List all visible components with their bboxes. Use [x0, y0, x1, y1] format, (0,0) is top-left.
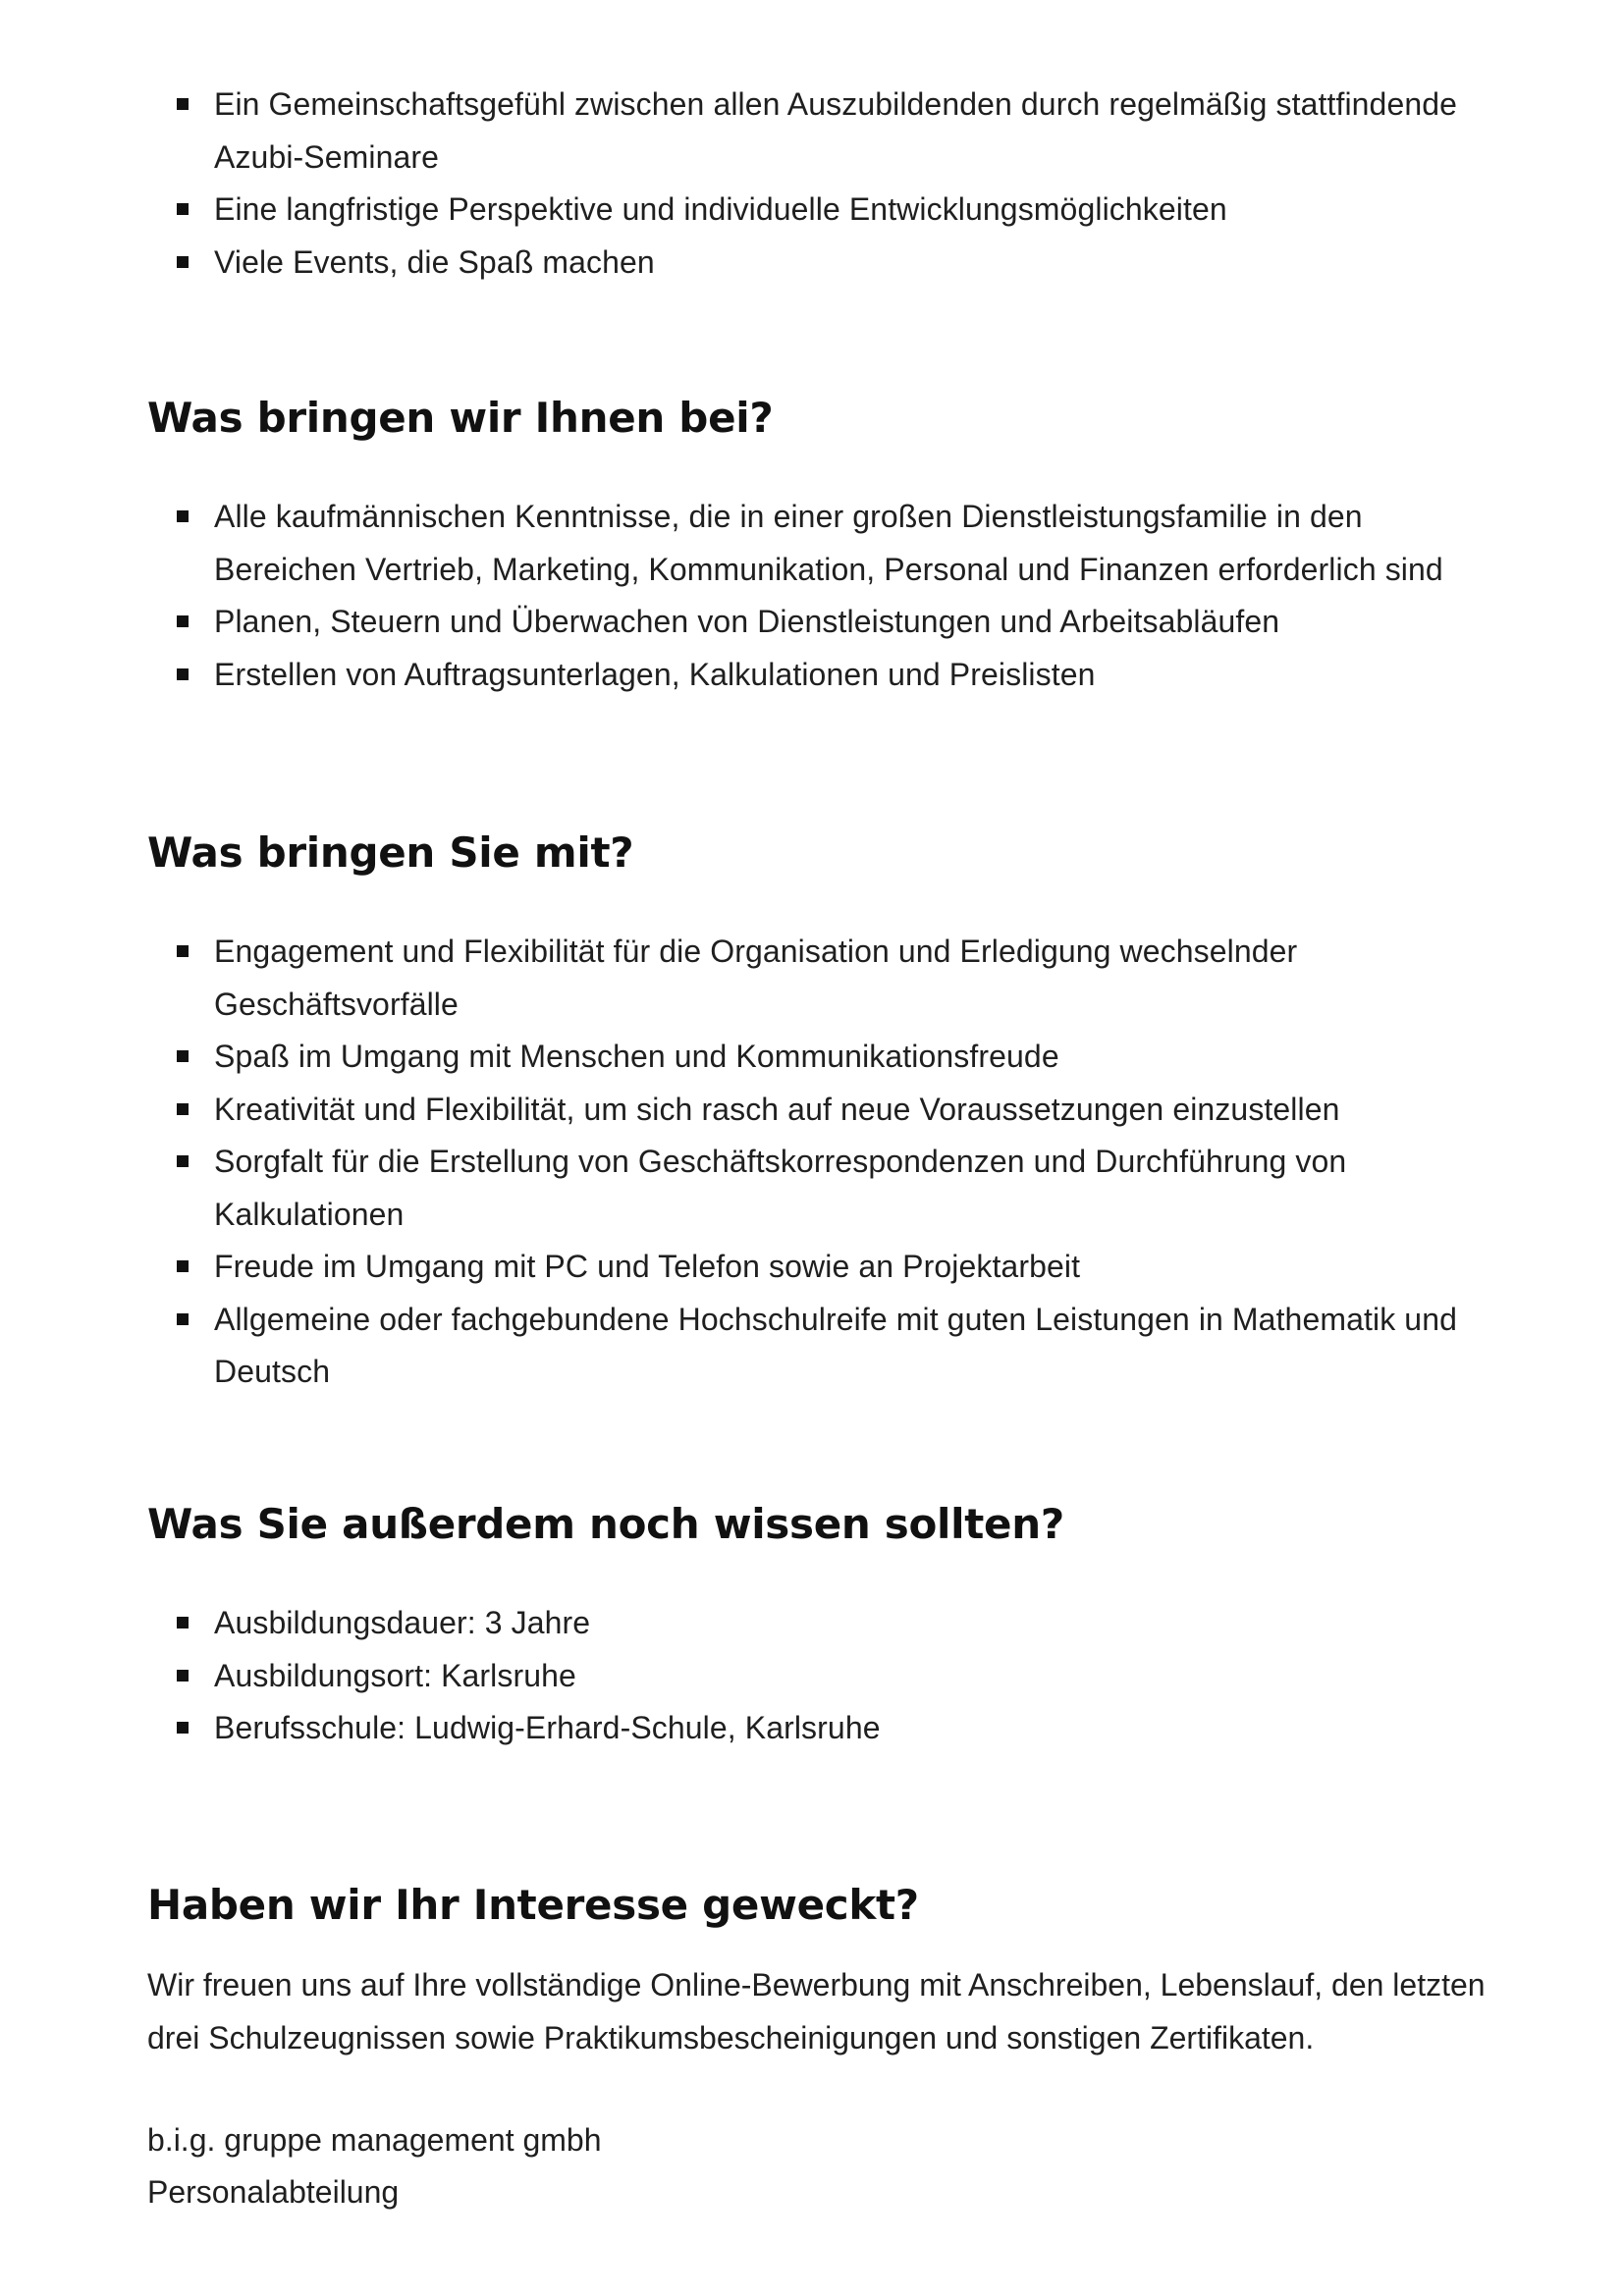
list-item — [147, 1650, 1502, 1703]
list-item — [147, 1031, 1502, 1084]
list-item — [147, 596, 1502, 649]
square-bullet-icon — [177, 203, 189, 215]
list-item-text: Engagement und Flexibilität für die Organisation und Erledigung wechselnder Geschäftsvorfälle — [214, 934, 1298, 1022]
list-item-text: Allgemeine oder fachgebundene Hochschulreife mit guten Leistungen in Mathematik und Deutsch — [214, 1301, 1457, 1389]
list-item-text: Ein Gemeinschaftsgefühl zwischen allen Auszubildenden durch regelmäßig stattfindende Azubi-Seminare — [214, 86, 1458, 175]
teach-heading: Was bringen wir Ihnen bei? — [147, 394, 774, 442]
list-item-text: Viele Events, die Spaß machen — [214, 243, 655, 280]
list-item — [147, 1241, 1502, 1294]
list-item-text: Spaß im Umgang mit Menschen und Kommunikationsfreude — [214, 1039, 1059, 1074]
teach-list — [147, 491, 1502, 701]
list-item-text: Ausbildungsdauer: 3 Jahre — [214, 1605, 591, 1640]
requirements-section — [147, 926, 1502, 1399]
list-item — [147, 926, 1502, 1031]
square-bullet-icon — [177, 1050, 189, 1062]
square-bullet-icon — [177, 1617, 189, 1629]
list-item — [147, 1136, 1502, 1241]
list-item-text: Eine langfristige Perspektive und individuelle Entwicklungsmöglichkeiten — [214, 191, 1227, 227]
apply-paragraph: Wir freuen uns auf Ihre vollständige Online-Bewerbung mit Anschreiben, Lebenslauf, den letzten drei Schulzeugnissen sowie Praktikumsbescheinigungen und sonstigen Zertifikaten. — [147, 1967, 1486, 2056]
info-list — [147, 1597, 1502, 1755]
square-bullet-icon — [177, 510, 189, 522]
square-bullet-icon — [177, 615, 189, 627]
teach-section — [147, 491, 1502, 701]
requirements-heading: Was bringen Sie mit? — [147, 828, 634, 877]
list-item-text: Planen, Steuern und Überwachen von Dienstleistungen und Arbeitsabläufen — [214, 604, 1280, 639]
square-bullet-icon — [177, 668, 189, 680]
square-bullet-icon — [177, 98, 189, 110]
list-item — [147, 184, 1502, 237]
list-item-text: Alle kaufmännischen Kenntnisse, die in einer großen Dienstleistungsfamilie in den Bereichen Vertrieb, Marketing, Kommunikation, Personal und Finanzen erforderlich sind — [214, 499, 1443, 587]
square-bullet-icon — [177, 1722, 189, 1734]
intro-benefits-section — [147, 79, 1502, 289]
info-section — [147, 1597, 1502, 1755]
list-item — [147, 79, 1502, 184]
department-name: Personalabteilung — [147, 2174, 400, 2210]
square-bullet-icon — [177, 1670, 189, 1682]
company-name: b.i.g. gruppe management gmbh — [147, 2122, 602, 2158]
requirements-list — [147, 926, 1502, 1399]
square-bullet-icon — [177, 945, 189, 957]
list-item-text: Ausbildungsort: Karlsruhe — [214, 1657, 576, 1693]
apply-heading: Haben wir Ihr Interesse geweckt? — [147, 1881, 919, 1929]
square-bullet-icon — [177, 1155, 189, 1167]
list-item — [147, 491, 1502, 596]
list-item — [147, 237, 1502, 290]
square-bullet-icon — [177, 1260, 189, 1272]
list-item — [147, 1702, 1502, 1755]
list-item-text: Berufsschule: Ludwig-Erhard-Schule, Karlsruhe — [214, 1710, 881, 1745]
square-bullet-icon — [177, 1103, 189, 1115]
list-item-text: Erstellen von Auftragsunterlagen, Kalkulationen und Preislisten — [214, 656, 1096, 692]
list-item — [147, 1084, 1502, 1137]
list-item — [147, 1294, 1502, 1399]
list-item-text: Sorgfalt für die Erstellung von Geschäftskorrespondenzen und Durchführung von Kalkulationen — [214, 1144, 1347, 1232]
list-item — [147, 649, 1502, 702]
info-heading: Was Sie außerdem noch wissen sollten? — [147, 1500, 1064, 1548]
list-item-text: Freude im Umgang mit PC und Telefon sowie an Projektarbeit — [214, 1249, 1081, 1284]
square-bullet-icon — [177, 256, 189, 268]
list-item-text: Kreativität und Flexibilität, um sich rasch auf neue Voraussetzungen einzustellen — [214, 1091, 1340, 1127]
square-bullet-icon — [177, 1313, 189, 1325]
intro-benefits-list — [147, 79, 1502, 289]
list-item — [147, 1597, 1502, 1650]
